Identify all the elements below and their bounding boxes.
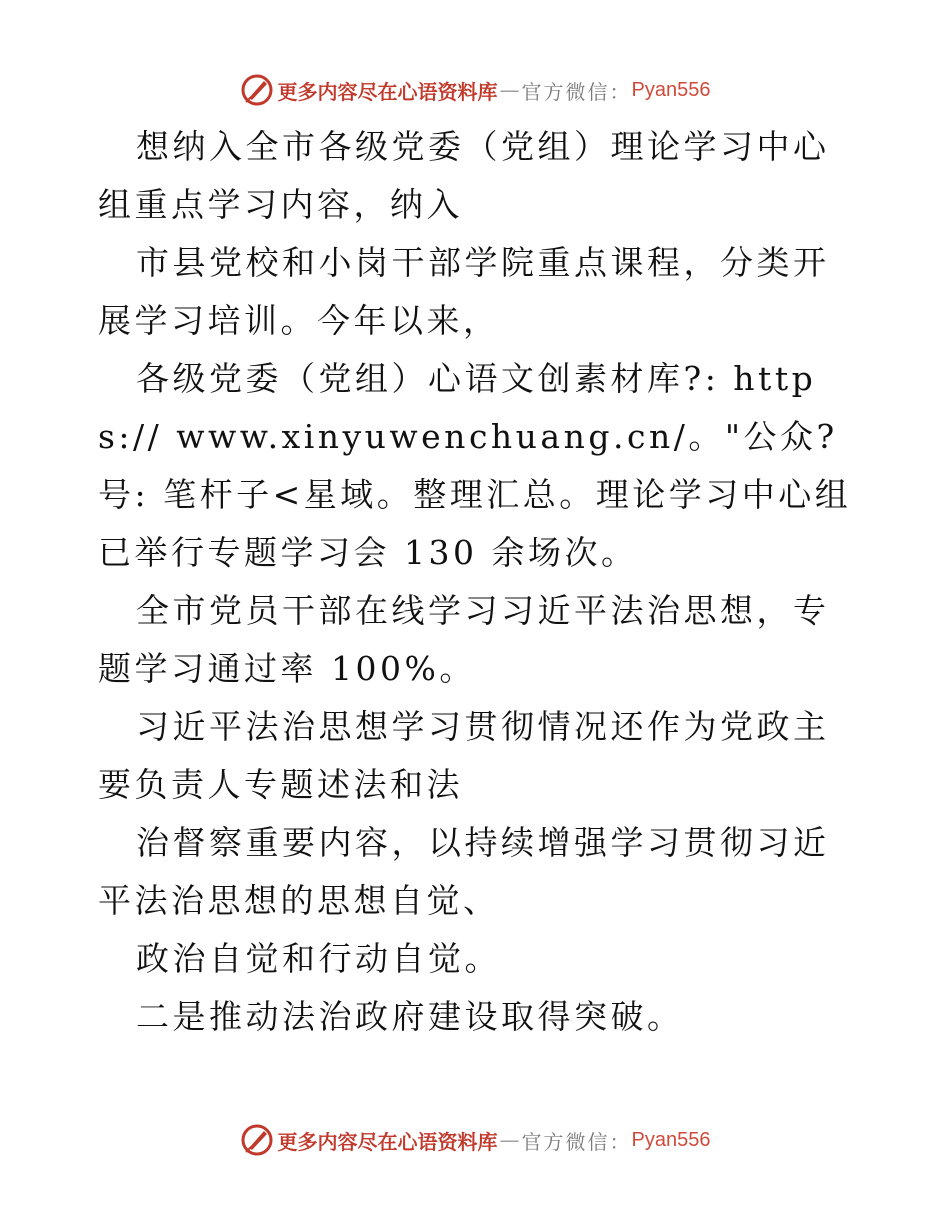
document-body xyxy=(98,118,858,1046)
banner-separator: — xyxy=(499,78,520,102)
banner-wechat-id: Pyan556 xyxy=(631,78,711,101)
paragraph-2: 市县党校和小岗干部学院重点课程，分类开展学习培训。今年以来， xyxy=(98,243,830,340)
banner-separator: — xyxy=(499,1128,520,1152)
quill-logo-icon xyxy=(240,73,274,107)
banner-site-name: 更多内容尽在心语资料库 xyxy=(277,1129,498,1154)
paragraph-1: 想纳入全市各级党委（党组）理论学习中心组重点学习内容，纳入 xyxy=(98,127,830,224)
header-banner xyxy=(0,70,950,110)
paragraph-3: 各级党委（党组）心语文创素材库?: https:// www.xinyuwenchuang.cn/。"公众?号: 笔杆子<星域。整理汇总。理论学习中心组已举行专题学习会 130 余场次。 xyxy=(98,359,852,572)
banner-wechat-id: Pyan556 xyxy=(631,1128,711,1151)
banner-site-name: 更多内容尽在心语资料库 xyxy=(277,79,498,104)
paragraph-5: 习近平法治思想学习贯彻情况还作为党政主要负责人专题述法和法 xyxy=(98,707,830,804)
footer-banner xyxy=(0,1120,950,1160)
paragraph-7: 政治自觉和行动自觉。 xyxy=(136,939,501,978)
paragraph-4: 全市党员干部在线学习习近平法治思想，专题学习通过率 100%。 xyxy=(98,591,830,688)
banner-wechat-label: 官方微信： xyxy=(521,79,632,104)
banner-wechat-label: 官方微信： xyxy=(521,1129,632,1154)
paragraph-6: 治督察重要内容，以持续增强学习贯彻习近平法治思想的思想自觉、 xyxy=(98,823,830,920)
paragraph-8: 二是推动法治政府建设取得突破。 xyxy=(136,997,684,1036)
quill-logo-icon xyxy=(240,1123,274,1157)
